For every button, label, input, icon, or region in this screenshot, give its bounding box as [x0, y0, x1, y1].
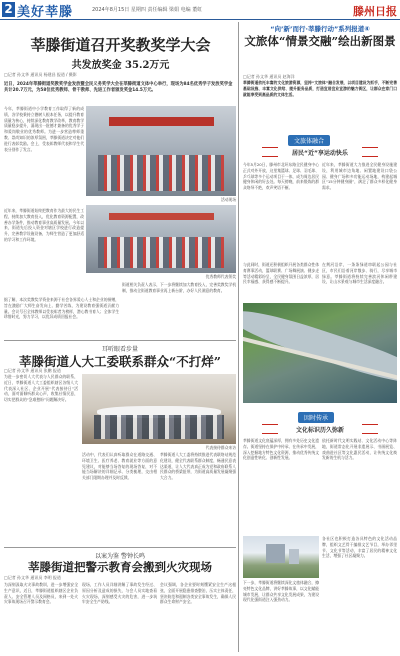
article4-body: 下一步，莘滕街道将继续深化文旅体融合，擦亮特色文化品牌，讲好莘滕故事，以文化赋能城市发展，让群众共享文化发展成果，为建设现代化强街道注入强劲动力。	[243, 580, 319, 603]
article1-headline: 莘滕街道召开奖教奖学大会	[30, 36, 211, 54]
article1-body: 今年，莘滕街道中小学教育工作取得了新的成绩，各学校秉持立德树人根本任务，以提升教育质量为核心，持续深化教育教学改革，教育教学质量稳步提升，涌现出一批德才兼备的优秀学子和爱岗敬业的优秀教师。为进一步营造尊师重教、崇尚知识的浓厚氛围，莘滕街道决定对他们进行表彰奖励。会上，受表彰教师代表和学生代表分别作了发言。	[4, 106, 84, 152]
article1-photo-teachers	[86, 205, 236, 273]
article4-series-title: “向’新’而行·莘滕行动”系列报道④	[270, 25, 370, 33]
divider	[4, 340, 236, 341]
article1-body: 街道相关负责人表示，下一步将继续加大教育投入，完善奖教奖学机制，推动全街道教育事业再上新台阶，办好人民满意的教育。	[122, 282, 236, 293]
article4-body: 近年来，莘滕街道大力推进全民健身设施建设，利用城市边角地、闲置地建设口袋公园、健身广场和多功能运动场地，构建起城区“15分钟健身圈”，满足了群众多样化健身需求。	[322, 162, 397, 191]
article4-body: 与此同时，街道还积极组织开展各类群众性体育赛事活动，篮球联赛、广场舞展演、健步走等活动精彩纷呈，全民健身氛围日益浓厚，居民幸福感、获得感不断提升。	[243, 262, 319, 285]
article4-section-tag-1: 文旅体融合	[288, 135, 330, 146]
article3-kicker: 以案为鉴 警钟长鸣	[95, 553, 145, 560]
page-header	[0, 0, 400, 20]
article1-photo-award-ceremony	[86, 106, 236, 196]
article4-section-title-1: 居民“近”享运动快乐	[292, 150, 348, 157]
article4-headline: 文旅体“情景交融”绘出新图景	[244, 34, 396, 48]
article3-body: 为深刻汲取火灾事故教训，进一步增强安全生产意识，近日，莘滕街道组织辖区企业负责人、安全管理人员及网格员，来到一处火灾事故现场召开警示教育会。	[4, 582, 78, 605]
article4-body: 今年5月20日，滕州市北环东路全民健身中心正式对外开放，这里集篮球、足球、羽毛球、乒乓球等多个运动项目于一体，成为周边居民健身休闲的好去处。每天傍晚，前来锻炼的群众络绎不绝，欢声笑语不断。	[243, 162, 319, 191]
article4-body: 在荆河沿岸，一条条绿道串联起公园与社区，市民们沿着河岸散步、骑行，尽享城市绿意。莘滕街道将持续完善滨河休闲带建设，让山水景观与城市生活深度融合。	[322, 262, 397, 285]
article3-body: 现场，工作人员详细讲解了事故发生经过、原因分析及造成的损失，与会人员实地查看火灾现场，深刻感受火灾的危害，进一步筑牢安全生产防线。	[82, 582, 157, 605]
article3-headline: 莘滕街道把警示教育会搬到火灾现场	[28, 560, 212, 574]
article3-body: 会议强调，各企业要时刻绷紧安全生产这根弦，全面开展隐患排查整治，压实主体责任，坚决防范和遏制各类安全事故发生，确保人民群众生命财产安全。	[160, 582, 236, 605]
article2-headline: 莘滕街道人大工委联系群众“不打烊”	[19, 354, 221, 369]
article4-byline: □记者 孙文华 通讯员 赵海洋	[243, 74, 295, 79]
article2-body: 活动中，代表们认真听取群众在道路交通、环境卫生、医疗养老、教育就业等方面的意见建议，对能够当场答复的现场答复，对不能当场解决的详细记录、分类梳理，交由相关部门限期办理并及时反馈。	[82, 452, 157, 481]
article1-caption-1: 活动现场	[220, 197, 236, 202]
divider	[4, 547, 236, 548]
article4-section-tag-2: 因时传承	[298, 412, 334, 423]
article2-body: 莘滕街道人大工委将持续推进代表联络站规范化建设，健全代表联系群众制度，畅通民意表达渠道，让人大代表真正成为党和政府联系人民群众的桥梁纽带，为街道高质量发展凝聚强大合力。	[160, 452, 236, 481]
article4-photo-riverside-park	[243, 303, 397, 403]
article2-byline: □记者 孙文华 通讯员 张鹏 报道	[4, 368, 61, 373]
issue-meta: 2024年8月15日 星期四 责任编辑 梁娟 电编 董虹	[92, 7, 203, 13]
article2-body: 为进一步密切人大代表与人民群众的联系，近日，莘滕街道人大工委组织辖区各级人大代表深入社区、企业开展“代表接待日”活动，面对面倾听群众心声，收集社情民意，切实把群众的“急难愁盼”问题解决好。	[4, 374, 78, 403]
article1-byline: □记者 孙文华 通讯员 杨建昌 报道 / 摄影	[4, 72, 77, 77]
article1-caption-2: 优秀教师代表领奖	[205, 274, 236, 279]
article2-photo-meeting	[82, 374, 236, 444]
article1-subheadline: 共发放奖金 35.2万元	[71, 60, 170, 71]
article4-body: 依托新时代文明实践站、文化活动中心等阵地，街道常态化开展非遗展示、书画展览、戏曲进社区等文化惠民活动，让传统文化焕发新的生机与活力。	[322, 438, 397, 461]
article3-byline: □记者 孙文华 通讯员 李明 报道	[4, 575, 61, 580]
page-number: 2	[2, 2, 15, 17]
article4-lead: 莘滕街道依托丰富的文化旅游资源，坚持“文旅体”融合发展，以项目建设为抓手，不断完善基础设施、丰富文化供给、提升服务品质，打造宜居宜业宜游的魅力街区，让群众在家门口就能享受到高品质的文体生活。	[243, 80, 397, 97]
article1-body: 近年来，莘滕街道始终把教育作为最大的民生工程，持续加大教育投入，优化教育资源配置，改善办学条件，推动教育事业高质量发展。今年以来，街道先后投入资金对辖区学校进行改造提升，完善教学设施设备，为师生营造了更加舒适的学习和工作环境。	[4, 208, 84, 242]
article4-section-title-2: 文化标识历久弥新	[295, 427, 344, 434]
article1-body: 据了解，本次奖教奖学资金来源于社会各界爱心人士和企业的捐赠，旨在激励广大师生奋发向上、勤学苦练，为建设教育强街道贡献力量。会议号召全体教师以受表彰者为榜样，潜心教书育人；全体学生珍惜时光，努力学习，以优异成绩回报社会。	[4, 297, 119, 320]
section-title: 美好莘滕	[17, 5, 74, 20]
article4-body: 各社区也积极打造各具特色的文化活动品牌，组织文艺骨干编排文艺节目，举办邻里节、文化节等活动，丰富了居民的精神文化生活，增强了社区凝聚力。	[322, 536, 397, 559]
article2-caption: 代表接待群众来访	[205, 445, 236, 450]
article1-lead: 近日，2024年莘滕街道奖教奖学金发放暨全民义务奖学大会在莘滕街道文体中心举行，现场为84名优秀学子发放奖学金共计20.7万元，为58位优秀教师、骨干教师、先进工作者颁发奖金14.5万元。	[4, 82, 233, 93]
article4-photo-cultural-building	[243, 536, 319, 578]
article4-body: 莘滕街道文化底蕴深厚，拥有多处历史文化遗存。街道坚持在保护中传承、在传承中发展，深入挖掘地方特色文化资源，推动优秀传统文化创造性转化、创新性发展。	[243, 438, 319, 461]
column-rule	[238, 22, 239, 652]
article2-kicker: 耳听眼看步量	[101, 346, 138, 353]
newspaper-logo: 滕州日报	[353, 5, 397, 18]
